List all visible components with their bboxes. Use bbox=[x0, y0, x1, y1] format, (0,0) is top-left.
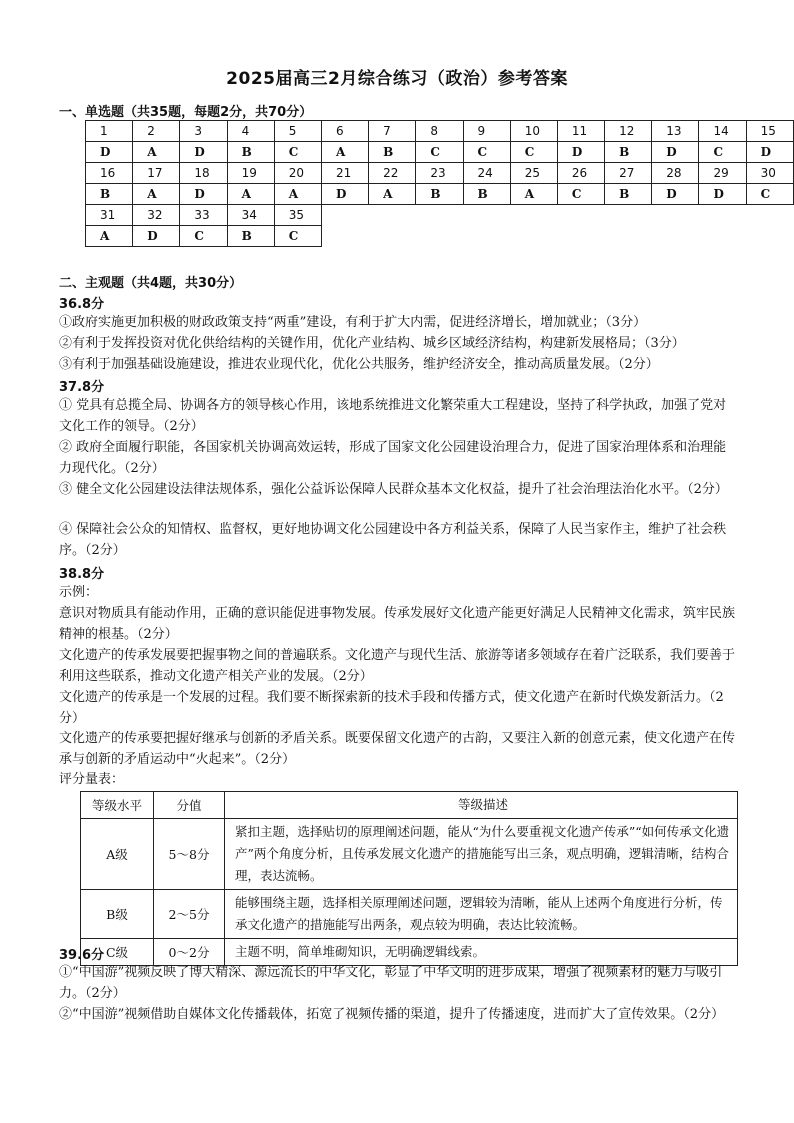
answer-cell: A bbox=[86, 226, 133, 247]
answer-cell: B bbox=[227, 226, 274, 247]
question-number: 7 bbox=[369, 121, 416, 142]
column-header: 等级水平 bbox=[81, 792, 154, 819]
question-number: 26 bbox=[557, 163, 604, 184]
question-number: 8 bbox=[416, 121, 463, 142]
q39-point-1: ①“中国游”视频反映了博大精深、源远流长的中华文化，彰显了中华文明的进步成果，增强了视频素材的魅力与吸引力。（2分） bbox=[59, 965, 723, 1001]
question-number: 15 bbox=[746, 121, 793, 142]
page-title: 2025届高三2月综合练习（政治）参考答案 bbox=[226, 69, 568, 89]
q38-para-4: 文化遗产的传承要把握好继承与创新的矛盾关系。既要保留文化遗产的古韵，又要注入新的创意元素，使文化遗产在传承与创新的矛盾运动中“火起来”。（2分） bbox=[59, 731, 736, 767]
q38-para-3: 文化遗产的传承是一个发展的过程。我们要不断探索新的技术手段和传播方式，使文化遗产在新时代焕发新活力。（2分） bbox=[59, 690, 724, 726]
question-number: 2 bbox=[133, 121, 180, 142]
question-number: 34 bbox=[227, 205, 274, 226]
answer-cell: D bbox=[86, 142, 133, 163]
table-row bbox=[86, 184, 794, 205]
rubric-table bbox=[80, 791, 738, 966]
table-row bbox=[86, 142, 794, 163]
question-number: 18 bbox=[180, 163, 227, 184]
question-number: 21 bbox=[321, 163, 368, 184]
answer-cell: C bbox=[699, 142, 746, 163]
answer-cell: A bbox=[133, 184, 180, 205]
rubric-description: 能够围绕主题，选择相关原理阐述问题，逻辑较为清晰，能从上述两个角度进行分析，传承文化遗产的措施能写出两条，观点较为明确，表达比较流畅。 bbox=[225, 890, 738, 939]
q36-point-2: ②有利于发挥投资对优化供给结构的关键作用，优化产业结构、城乡区域经济结构，构建新发展格局；（3分） bbox=[59, 336, 685, 351]
answer-cell: A bbox=[227, 184, 274, 205]
answer-cell: A bbox=[510, 184, 557, 205]
rubric-label: 评分量表： bbox=[59, 772, 125, 787]
table-row bbox=[86, 205, 794, 226]
question-number: 3 bbox=[180, 121, 227, 142]
q38-label: 38.8分 bbox=[59, 567, 105, 582]
answer-cell: B bbox=[227, 142, 274, 163]
question-number: 31 bbox=[86, 205, 133, 226]
answer-cell: B bbox=[369, 142, 416, 163]
answer-cell: D bbox=[699, 184, 746, 205]
empty-cell bbox=[321, 205, 793, 226]
q37-point-3: ③ 健全文化公园建设法律法规体系，强化公益诉讼保障人民群众基本文化权益，提升了社会治理法治化水平。（2分） bbox=[59, 482, 728, 497]
question-number: 23 bbox=[416, 163, 463, 184]
question-number: 12 bbox=[605, 121, 652, 142]
question-number: 19 bbox=[227, 163, 274, 184]
question-number: 22 bbox=[369, 163, 416, 184]
question-number: 33 bbox=[180, 205, 227, 226]
question-number: 16 bbox=[86, 163, 133, 184]
table-row bbox=[86, 226, 794, 247]
rubric-level: C级 bbox=[81, 939, 154, 966]
answer-cell: B bbox=[463, 184, 510, 205]
question-number: 10 bbox=[510, 121, 557, 142]
table-row bbox=[81, 890, 738, 939]
question-number: 30 bbox=[746, 163, 793, 184]
answer-cell: C bbox=[746, 184, 793, 205]
answer-cell: C bbox=[416, 142, 463, 163]
table-row bbox=[86, 163, 794, 184]
rubric-score: 0～2分 bbox=[154, 939, 225, 966]
q37-point-4: ④ 保障社会公众的知情权、监督权，更好地协调文化公园建设中各方利益关系，保障了人民当家作主，维护了社会秩序。（2分） bbox=[59, 522, 727, 558]
answer-cell: B bbox=[416, 184, 463, 205]
answer-cell: B bbox=[86, 184, 133, 205]
answer-cell: C bbox=[557, 184, 604, 205]
table-row bbox=[86, 121, 794, 142]
q39-point-2: ②“中国游”视频借助自媒体文化传播载体，拓宽了视频传播的渠道，提升了传播速度，进而扩大了宣传效果。（2分） bbox=[59, 1007, 725, 1022]
question-number: 35 bbox=[274, 205, 321, 226]
answer-cell: C bbox=[274, 142, 321, 163]
answer-cell: D bbox=[652, 142, 699, 163]
answer-cell: D bbox=[652, 184, 699, 205]
answer-cell: D bbox=[180, 142, 227, 163]
rubric-description: 紧扣主题，选择贴切的原理阐述问题，能从“为什么要重视文化遗产传承”“如何传承文化遗产”两个角度分析，且传承发展文化遗产的措施能写出三条，观点明确，逻辑清晰，结构合理，表达流畅。 bbox=[225, 819, 738, 890]
answer-cell: B bbox=[605, 184, 652, 205]
answer-cell: C bbox=[463, 142, 510, 163]
q39-label: 39.6分 bbox=[59, 948, 105, 963]
q37-label: 37.8分 bbox=[59, 380, 105, 395]
question-number: 1 bbox=[86, 121, 133, 142]
answer-cell: D bbox=[321, 184, 368, 205]
answer-cell: D bbox=[133, 226, 180, 247]
q36-label: 36.8分 bbox=[59, 297, 105, 312]
question-number: 14 bbox=[699, 121, 746, 142]
question-number: 32 bbox=[133, 205, 180, 226]
q37-point-2: ② 政府全面履行职能，各国家机关协调高效运转，形成了国家文化公园建设治理合力，促进了国家治理体系和治理能力现代化。（2分） bbox=[59, 440, 727, 476]
question-number: 17 bbox=[133, 163, 180, 184]
question-number: 5 bbox=[274, 121, 321, 142]
question-number: 25 bbox=[510, 163, 557, 184]
section2-heading: 二、主观题（共4题，共30分） bbox=[59, 276, 243, 291]
question-number: 27 bbox=[605, 163, 652, 184]
question-number: 4 bbox=[227, 121, 274, 142]
rubric-description: 主题不明，简单堆砌知识，无明确逻辑线索。 bbox=[225, 939, 738, 966]
answer-cell: A bbox=[369, 184, 416, 205]
question-number: 6 bbox=[321, 121, 368, 142]
answer-table bbox=[85, 120, 794, 247]
question-number: 24 bbox=[463, 163, 510, 184]
rubric-score: 5～8分 bbox=[154, 819, 225, 890]
q37-point-1: ① 党具有总揽全局、协调各方的领导核心作用，该地系统推进文化繁荣重大工程建设，坚持了科学执政，加强了党对文化工作的领导。（2分） bbox=[59, 398, 727, 434]
answer-cell: A bbox=[321, 142, 368, 163]
question-number: 29 bbox=[699, 163, 746, 184]
q36-point-1: ①政府实施更加积极的财政政策支持“两重”建设，有利于扩大内需，促进经济增长，增加就业；（3分） bbox=[59, 315, 647, 330]
rubric-level: A级 bbox=[81, 819, 154, 890]
section1-heading: 一、单选题（共35题，每题2分，共70分） bbox=[59, 105, 313, 120]
answer-cell: D bbox=[180, 184, 227, 205]
rubric-score: 2～5分 bbox=[154, 890, 225, 939]
question-number: 20 bbox=[274, 163, 321, 184]
q38-example-label: 示例： bbox=[59, 585, 99, 600]
question-number: 28 bbox=[652, 163, 699, 184]
question-number: 13 bbox=[652, 121, 699, 142]
column-header: 分值 bbox=[154, 792, 225, 819]
q38-para-2: 文化遗产的传承发展要把握事物之间的普遍联系。文化遗产与现代生活、旅游等诸多领域存在着广泛联系，我们要善于利用这些联系，推动文化遗产相关产业的发展。（2分） bbox=[59, 648, 736, 684]
answer-cell: D bbox=[557, 142, 604, 163]
answer-cell: C bbox=[180, 226, 227, 247]
answer-cell: C bbox=[274, 226, 321, 247]
table-header-row bbox=[81, 792, 738, 819]
answer-cell: C bbox=[510, 142, 557, 163]
q38-para-1: 意识对物质具有能动作用，正确的意识能促进事物发展。传承发展好文化遗产能更好满足人民精神文化需求，筑牢民族精神的根基。（2分） bbox=[59, 606, 736, 642]
empty-cell bbox=[321, 226, 793, 247]
answer-cell: D bbox=[746, 142, 793, 163]
question-number: 11 bbox=[557, 121, 604, 142]
answer-cell: A bbox=[274, 184, 321, 205]
q36-point-3: ③有利于加强基础设施建设，推进农业现代化，优化公共服务，维护经济安全，推动高质量发展。（2分） bbox=[59, 357, 659, 372]
question-number: 9 bbox=[463, 121, 510, 142]
rubric-level: B级 bbox=[81, 890, 154, 939]
table-row bbox=[81, 819, 738, 890]
answer-cell: A bbox=[133, 142, 180, 163]
column-header: 等级描述 bbox=[225, 792, 738, 819]
answer-cell: B bbox=[605, 142, 652, 163]
